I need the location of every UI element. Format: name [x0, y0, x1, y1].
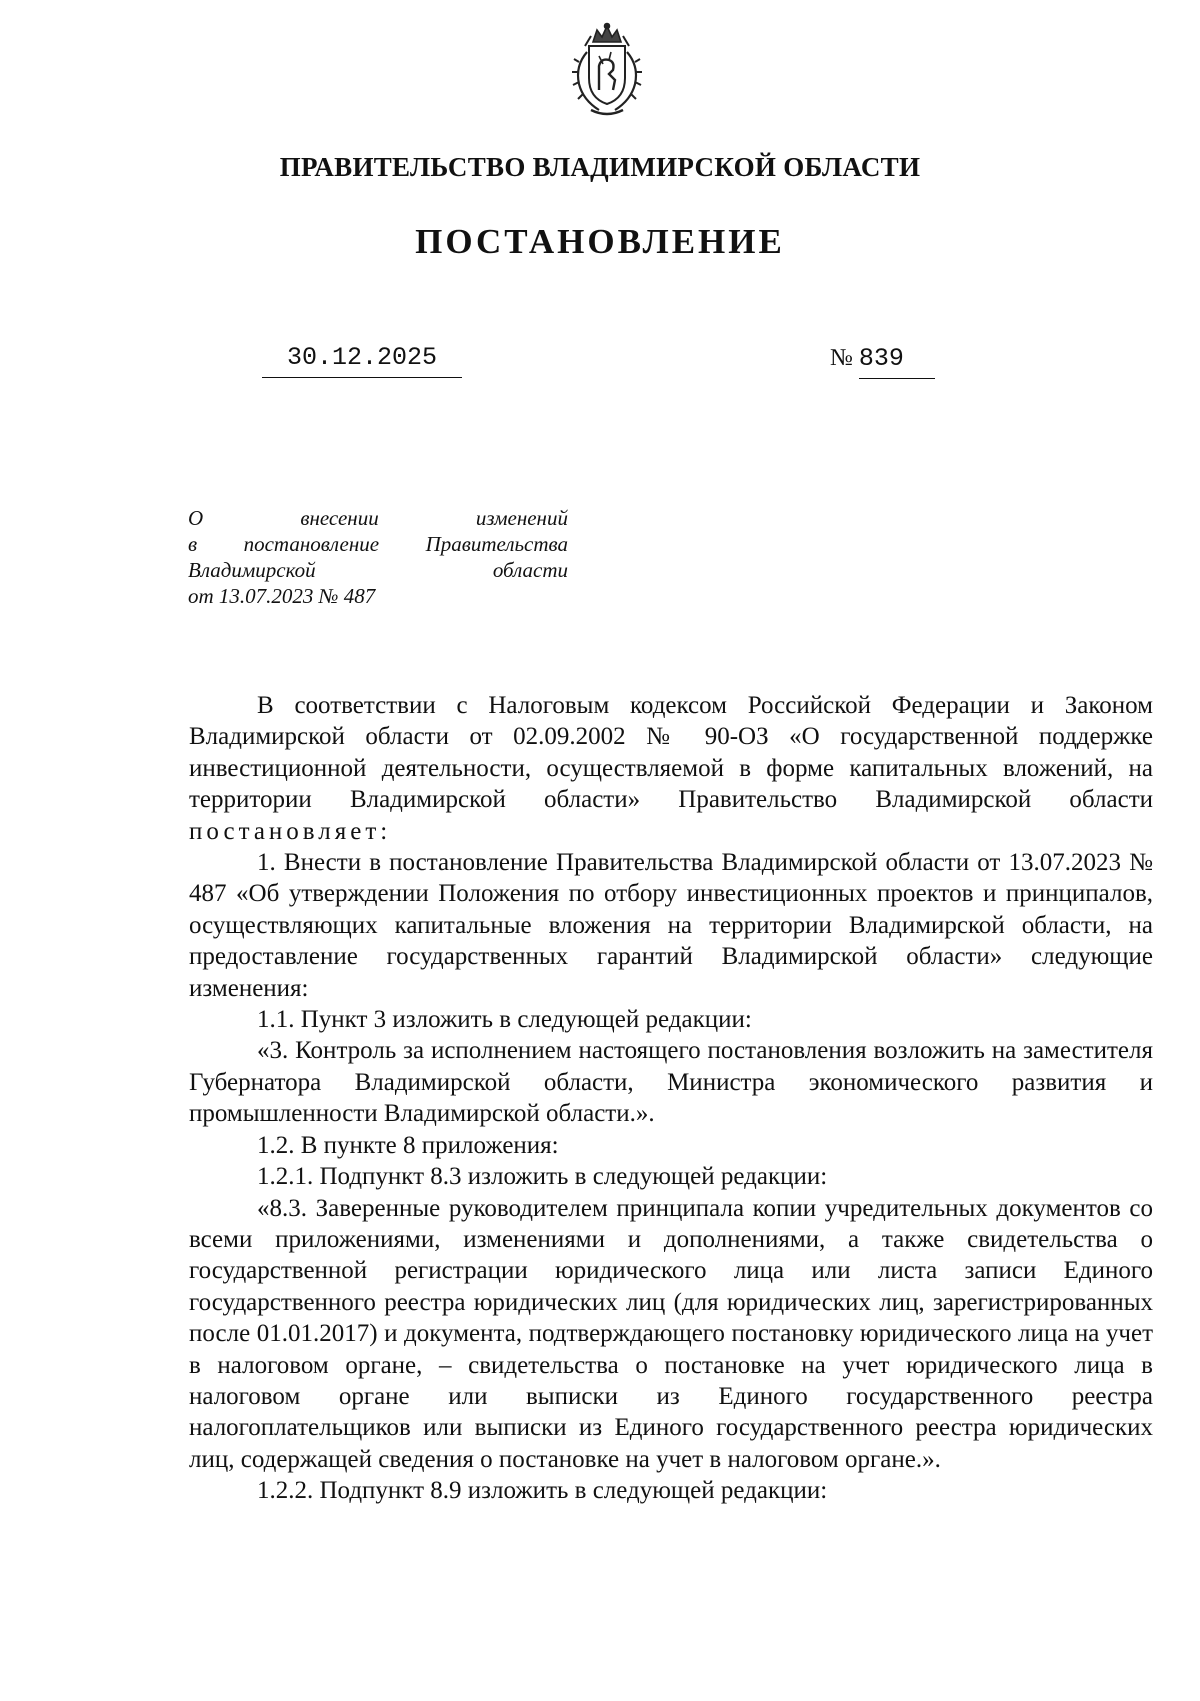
paragraph-item-1-2-1: 1.2.1. Подпункт 8.3 изложить в следующей редакции:	[257, 1163, 828, 1191]
document-body	[189, 690, 1153, 1507]
resolves-keyword: постановляет:	[189, 817, 392, 845]
document-date: 30.12.2025	[262, 343, 462, 378]
paragraph-item-1-2-2: 1.2.2. Подпункт 8.9 изложить в следующей редакции:	[257, 1477, 828, 1505]
subject-line: О внесении изменений	[188, 506, 568, 530]
subject-line: Владимирской области	[188, 558, 568, 582]
document-subject	[188, 505, 568, 609]
government-title: ПРАВИТЕЛЬСТВО ВЛАДИМИРСКОЙ ОБЛАСТИ	[279, 152, 921, 182]
paragraph-item-1: 1. Внести в постановление Правительства Владимирской области от 13.07.2023 № 487 «Об утверждении Положения по отбору инвестиционных проектов и принципалов, осуществляющих капитальные вложения на территории Владимирской области, на предоставление государственных гарантий Владимирской области» следующие изменения:	[189, 849, 1153, 1002]
paragraph-item-3-text: «3. Контроль за исполнением настоящего постановления возложить на заместителя Губернатора Владимирской области, Министра экономического развития и промышленности Владимирской области.».	[189, 1037, 1153, 1128]
document-type-title: ПОСТАНОВЛЕНИЕ	[415, 222, 785, 261]
paragraph-item-1-2: 1.2. В пункте 8 приложения:	[257, 1131, 559, 1159]
number-sign: №	[830, 345, 853, 371]
document-number: 839	[859, 344, 935, 379]
subject-line: в постановление Правительства	[188, 532, 568, 556]
subject-line: от 13.07.2023 № 487	[188, 584, 376, 608]
document-number-field	[830, 343, 935, 379]
paragraph-preamble: В соответствии с Налоговым кодексом Российской Федерации и Законом Владимирской области от 02.09.2002 № 90-ОЗ «О государственной поддержке инвестиционной деятельности, осуществляемой в форме капитальных вложений, на территории Владимирской области» Правительство Владимирской области постановляет:	[189, 692, 1153, 845]
coat-of-arms-icon	[569, 22, 645, 118]
paragraph-item-8-3-text: «8.3. Заверенные руководителем принципала копии учредительных документов со всеми приложениями, изменениями и дополнениями, а также свидетельства о государственной регистрации юридического лица или листа записи Единого государственного реестра юридических лиц (для юридических лиц, зарегистрированных после 01.01.2017) и документа, подтверждающего постановку юридического лица на учет в налоговом органе, – свидетельства о постановке на учет юридического лица в налоговом органе или выписки из Единого государственного реестра налогоплательщиков или выписки из Единого государственного реестра юридических лиц, содержащей сведения о постановке на учет в налоговом органе.».	[189, 1194, 1153, 1473]
paragraph-item-1-1: 1.1. Пункт 3 изложить в следующей редакции:	[257, 1006, 752, 1034]
